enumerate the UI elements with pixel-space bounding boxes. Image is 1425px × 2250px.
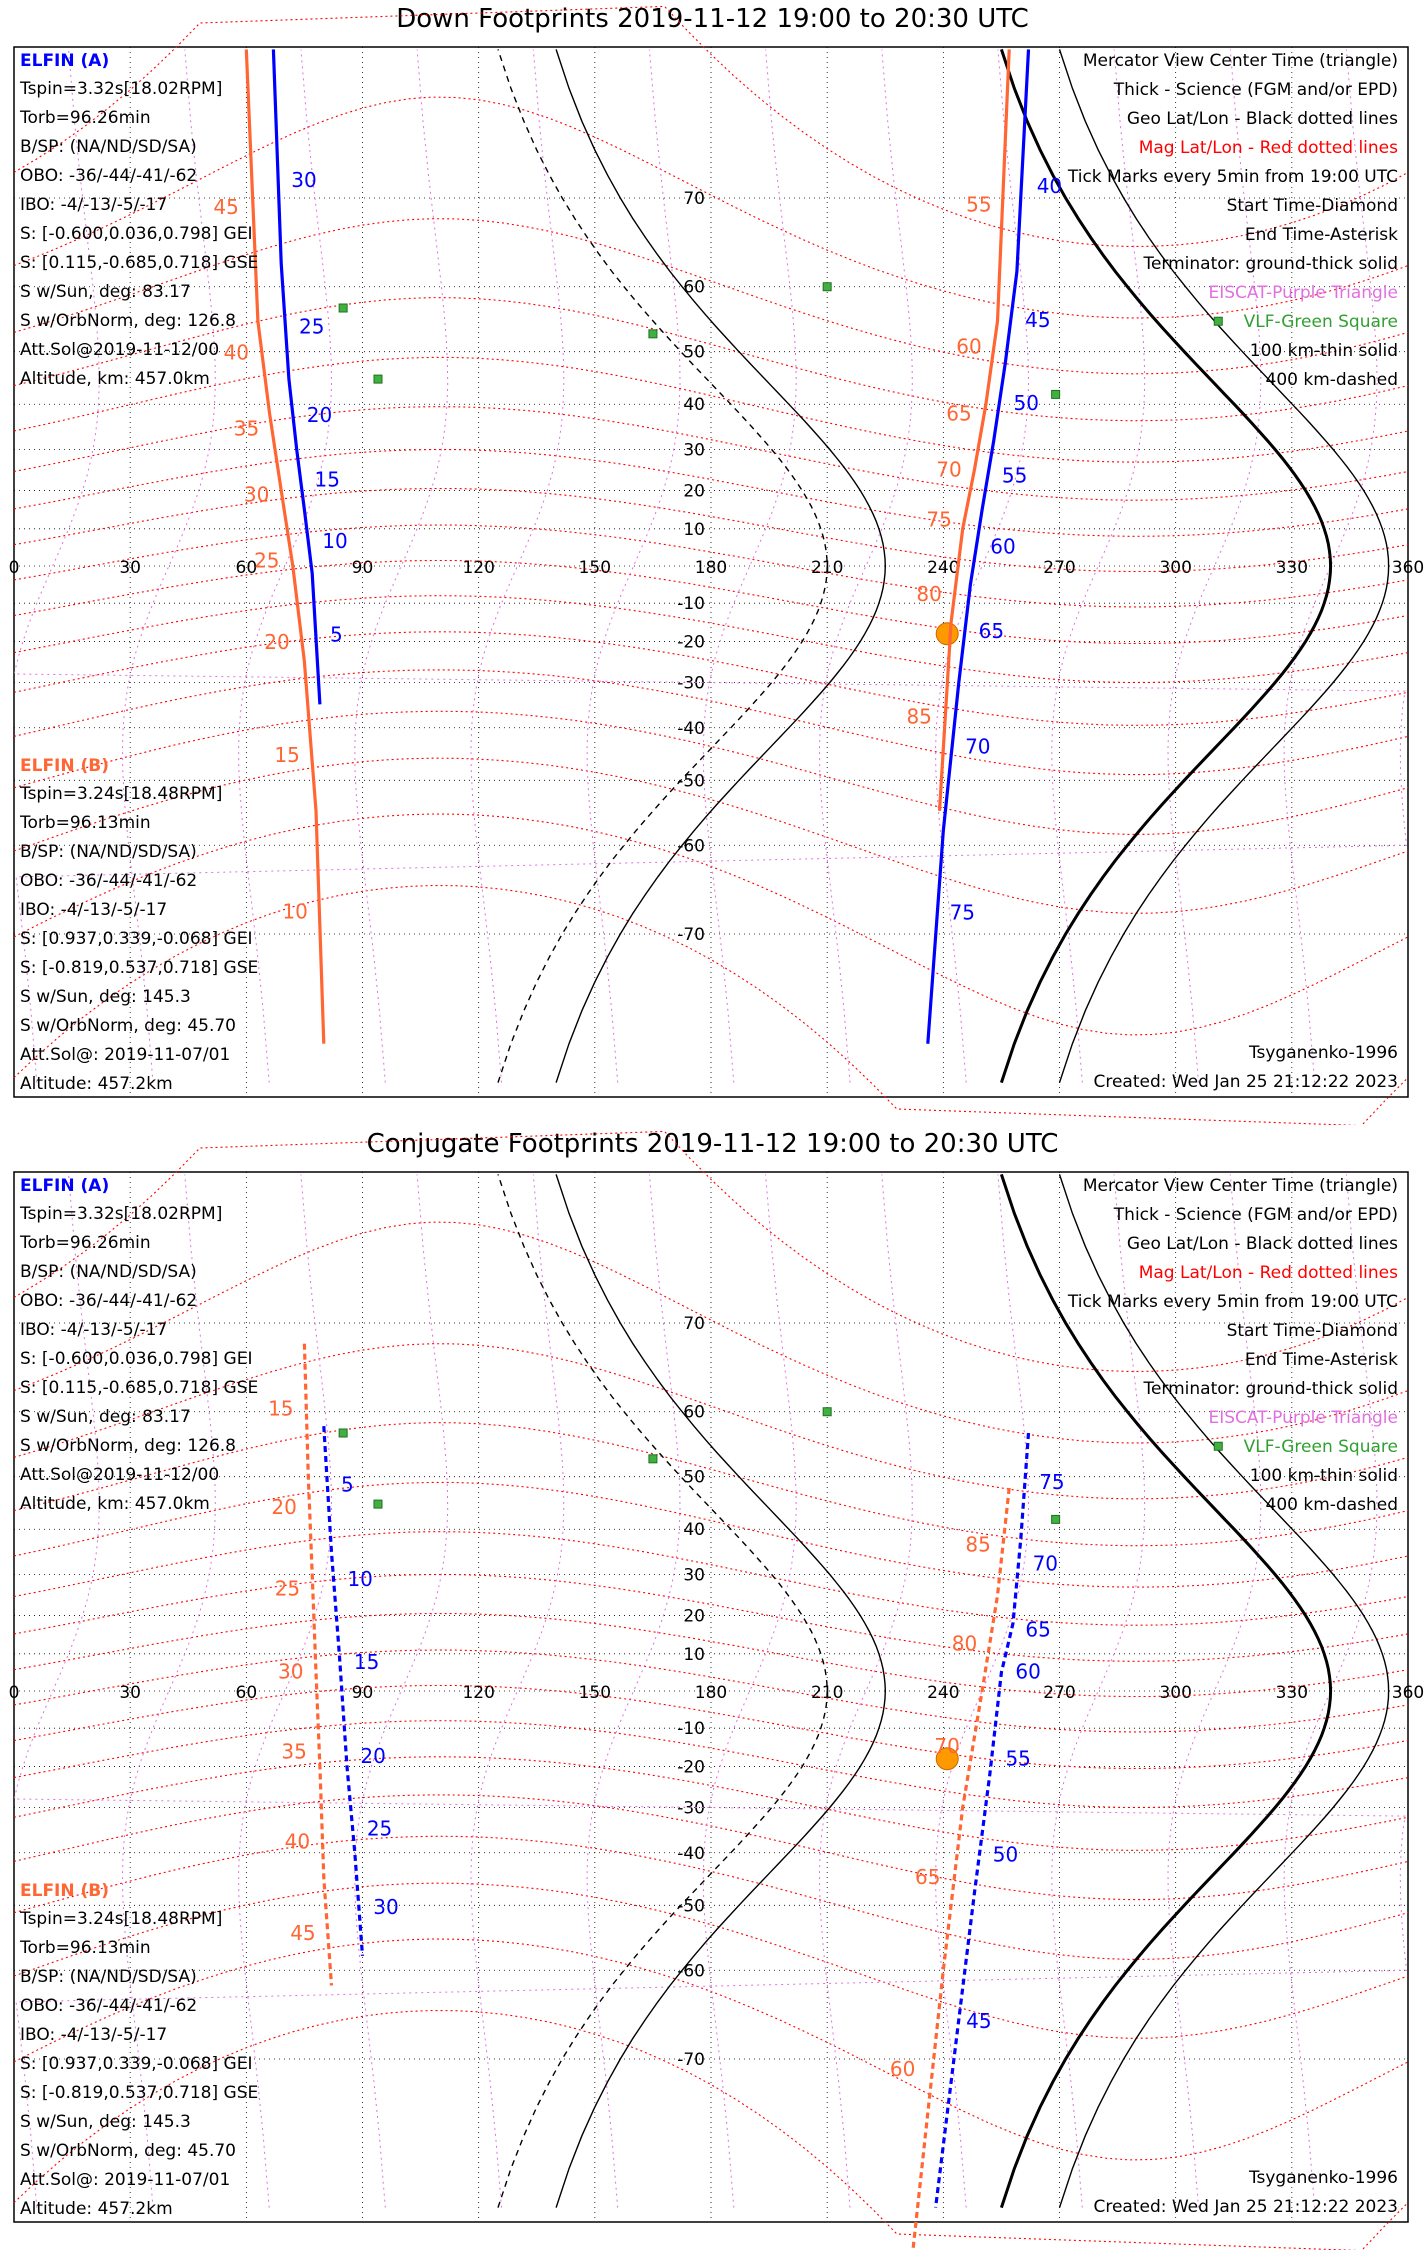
panel-conjugate-footprints [0, 1125, 1425, 2250]
y-tick-label: -60 [677, 836, 705, 857]
track-tick-label: 20 [360, 1743, 386, 1768]
track-tick-label: 25 [366, 1816, 393, 1841]
x-tick-label: 270 [1043, 1683, 1076, 1703]
track-tick-label: 10 [347, 1566, 373, 1591]
x-tick-label: 180 [694, 558, 728, 578]
elfin-b-info-line: S w/Sun, deg: 145.3 [20, 987, 191, 1007]
vlf-station-square [339, 1429, 347, 1437]
legend-entry: Tick Marks every 5min from 19:00 UTC [1067, 1292, 1398, 1312]
legend-entry: Start Time-Diamond [1226, 1321, 1398, 1341]
elfin-a-info-line: B/SP: (NA/ND/SD/SA) [20, 137, 197, 157]
legend-entry: 400 km-dashed [1265, 1495, 1398, 1515]
track-tick-label: 85 [906, 704, 932, 729]
legend-entry: Mag Lat/Lon - Red dotted lines [1138, 138, 1398, 158]
track-tick-label: 45 [213, 194, 239, 219]
y-tick-label: 70 [683, 1314, 705, 1334]
elfin-a-info-line: B/SP: (NA/ND/SD/SA) [20, 1262, 197, 1282]
elfin-a-info-line: S w/OrbNorm, deg: 126.8 [20, 1436, 237, 1456]
y-tick-label: 30 [683, 1565, 705, 1586]
track-tick-label: 55 [966, 192, 992, 217]
elfin-a-info-line: Torb=96.26min [20, 108, 151, 128]
footprint-track [304, 1344, 331, 1986]
x-tick-label: 240 [927, 1683, 960, 1703]
elfin-b-info-line: S: [-0.819,0.537,0.718] GSE [20, 2083, 259, 2103]
y-tick-label: -70 [677, 925, 705, 945]
track-tick-label: 40 [1036, 173, 1063, 198]
track-tick-label: 45 [1025, 308, 1051, 333]
y-tick-label: 40 [683, 395, 705, 416]
x-tick-label: 300 [1159, 558, 1192, 578]
legend-entry: Terminator: ground-thick solid [1143, 254, 1398, 274]
track-tick-label: 75 [926, 507, 952, 532]
track-tick-label: 75 [1039, 1470, 1065, 1495]
track-tick-label: 60 [990, 534, 1016, 559]
vlf-station-square [374, 1500, 382, 1508]
x-tick-label: 270 [1043, 558, 1076, 578]
track-tick-label: 70 [936, 457, 962, 482]
chart-title: Down Footprints 2019-11-12 19:00 to 20:30 UTC [396, 4, 1029, 34]
track-tick-label: 20 [264, 629, 290, 654]
y-tick-label: 60 [683, 1402, 705, 1423]
track-tick-label: 65 [946, 401, 972, 426]
track-tick-label: 55 [1001, 463, 1028, 488]
track-tick-label: 20 [271, 1494, 297, 1519]
elfin-b-info-line: S: [0.937,0.339,-0.068] GEI [20, 2054, 253, 2074]
y-tick-label: -20 [677, 1757, 705, 1778]
created-label: Created: Wed Jan 25 21:12:22 2023 [1093, 2197, 1398, 2217]
elfin-a-info-line: Altitude, km: 457.0km [20, 1494, 210, 1514]
model-label: Tsyganenko-1996 [1248, 2168, 1398, 2188]
mag-lat-line [14, 596, 1408, 683]
track-tick-label: 70 [934, 1734, 960, 1759]
legend-entry: Geo Lat/Lon - Black dotted lines [1126, 1234, 1398, 1254]
x-tick-label: 30 [119, 558, 141, 578]
track-tick-label: 35 [281, 1739, 307, 1764]
legend-entry: 100 km-thin solid [1249, 341, 1398, 361]
mag-lat-line [14, 357, 1408, 462]
legend-entry: Geo Lat/Lon - Black dotted lines [1126, 109, 1398, 129]
vlf-station-square [823, 1408, 831, 1416]
x-tick-label: 330 [1275, 558, 1309, 578]
track-tick-label: 25 [299, 314, 325, 339]
mag-lat-line [14, 1883, 1408, 2038]
elfin-a-info-line: S w/Sun, deg: 83.17 [20, 282, 191, 302]
track-tick-label: 70 [965, 734, 991, 759]
track-tick-label: 65 [915, 1864, 941, 1889]
mag-lat-line [14, 1482, 1408, 1587]
track-tick-label: 80 [951, 1631, 978, 1656]
terminator-400km [498, 1174, 827, 2207]
track-tick-label: 65 [978, 618, 1005, 643]
elfin-b-label: ELFIN (B) [20, 756, 110, 776]
x-tick-label: 240 [927, 558, 960, 578]
vlf-station-square [1214, 1442, 1222, 1450]
y-tick-label: 10 [683, 1644, 705, 1665]
track-tick-label: 15 [353, 1650, 380, 1675]
vlf-station-square [1214, 317, 1222, 325]
track-tick-label: 45 [966, 2008, 992, 2033]
track-tick-label: 15 [274, 743, 300, 768]
elfin-a-info-line: OBO: -36/-44/-41/-62 [20, 166, 198, 186]
mag-lat-line [14, 1721, 1408, 1808]
y-tick-label: 60 [683, 277, 705, 298]
track-tick-label: 5 [341, 1472, 354, 1497]
elfin-a-info-line: OBO: -36/-44/-41/-62 [20, 1291, 198, 1311]
mag-lat-line [14, 758, 1408, 913]
x-tick-label: 330 [1275, 1683, 1309, 1703]
vlf-station-square [339, 304, 347, 312]
model-label: Tsyganenko-1996 [1248, 1043, 1398, 1063]
track-tick-label: 25 [274, 1576, 301, 1601]
track-tick-label: 10 [322, 528, 348, 553]
track-tick-label: 30 [278, 1659, 304, 1684]
track-tick-label: 85 [965, 1532, 991, 1557]
elfin-a-info-line: S w/Sun, deg: 83.17 [20, 1407, 191, 1427]
y-tick-label: 20 [683, 481, 705, 502]
y-tick-label: 10 [683, 519, 705, 540]
track-tick-label: 40 [284, 1829, 311, 1854]
elfin-b-info-line: Altitude: 457.2km [20, 1074, 173, 1094]
x-tick-label: 360 [1391, 1683, 1425, 1703]
track-tick-label: 55 [1005, 1746, 1031, 1771]
elfin-a-info-line: S w/OrbNorm, deg: 126.8 [20, 311, 237, 331]
elfin-a-label: ELFIN (A) [20, 51, 110, 71]
elfin-b-info-line: OBO: -36/-44/-41/-62 [20, 1996, 198, 2016]
track-tick-label: 75 [949, 900, 976, 925]
x-tick-label: 300 [1159, 1683, 1192, 1703]
x-tick-label: 120 [462, 558, 495, 578]
y-tick-label: -30 [677, 673, 705, 694]
y-tick-label: 40 [683, 1520, 705, 1541]
legend-entry: EISCAT-Purple Triangle [1208, 283, 1398, 303]
elfin-b-info-line: S w/OrbNorm, deg: 45.70 [20, 1016, 237, 1036]
x-tick-label: 0 [8, 1683, 20, 1703]
track-tick-label: 15 [314, 467, 340, 492]
sun-icon [936, 623, 958, 645]
legend-entry: End Time-Asterisk [1244, 225, 1398, 245]
elfin-b-info-line: IBO: -4/-13/-5/-17 [20, 2025, 168, 2045]
vlf-station-square [823, 283, 831, 291]
elfin-a-info-line: S: [0.115,-0.685,0.718] GSE [20, 253, 259, 273]
map-chart-conjugate [0, 1125, 1425, 2250]
track-tick-label: 60 [956, 334, 982, 359]
vlf-station-square [1052, 390, 1060, 398]
legend-entry: 100 km-thin solid [1249, 1466, 1398, 1486]
y-tick-label: -50 [677, 771, 705, 792]
track-tick-label: 30 [291, 168, 317, 193]
vlf-station-square [1052, 1515, 1060, 1523]
elfin-b-info-line: S w/Sun, deg: 145.3 [20, 2112, 191, 2132]
x-tick-label: 30 [119, 1683, 141, 1703]
track-tick-label: 45 [290, 1920, 316, 1945]
y-tick-label: -10 [677, 1719, 705, 1740]
legend-entry: Start Time-Diamond [1226, 196, 1398, 216]
y-tick-label: -30 [677, 1798, 705, 1819]
elfin-a-info-line: S: [-0.600,0.036,0.798] GEI [20, 224, 253, 244]
elfin-b-info-line: B/SP: (NA/ND/SD/SA) [20, 1967, 197, 1987]
elfin-b-info-line: B/SP: (NA/ND/SD/SA) [20, 842, 197, 862]
elfin-a-info-line: Torb=96.26min [20, 1233, 151, 1253]
x-tick-label: 60 [235, 1683, 258, 1703]
legend-entry: VLF-Green Square [1243, 312, 1398, 332]
elfin-a-info-line: IBO: -4/-13/-5/-17 [20, 1320, 168, 1340]
elfin-b-info-line: IBO: -4/-13/-5/-17 [20, 900, 168, 920]
terminator-400km [498, 49, 827, 1082]
y-tick-label: -40 [677, 718, 705, 739]
elfin-b-info-line: S: [-0.819,0.537,0.718] GSE [20, 958, 259, 978]
legend-entry: Tick Marks every 5min from 19:00 UTC [1067, 167, 1398, 187]
y-tick-label: 70 [683, 189, 705, 209]
chart-title: Conjugate Footprints 2019-11-12 19:00 to 20:30 UTC [366, 1129, 1059, 1159]
track-tick-label: 15 [268, 1396, 294, 1421]
elfin-a-info-line: IBO: -4/-13/-5/-17 [20, 195, 168, 215]
legend-entry: Mercator View Center Time (triangle) [1082, 51, 1398, 71]
elfin-a-label: ELFIN (A) [20, 1176, 110, 1196]
y-tick-label: -20 [677, 632, 705, 653]
elfin-a-info-line: Tspin=3.32s[18.02RPM] [20, 79, 223, 99]
track-tick-label: 80 [916, 582, 942, 607]
track-tick-label: 5 [330, 622, 343, 647]
track-tick-label: 30 [373, 1895, 399, 1920]
track-tick-label: 50 [992, 1842, 1019, 1867]
x-tick-label: 90 [351, 1683, 374, 1703]
legend-entry: Terminator: ground-thick solid [1143, 1379, 1398, 1399]
elfin-a-info-line: S: [-0.600,0.036,0.798] GEI [20, 1349, 253, 1369]
elfin-b-info-line: S w/OrbNorm, deg: 45.70 [20, 2141, 237, 2161]
legend-entry: End Time-Asterisk [1244, 1350, 1398, 1370]
x-tick-label: 180 [694, 1683, 728, 1703]
x-tick-label: 120 [462, 1683, 495, 1703]
y-tick-label: 50 [683, 1467, 705, 1488]
y-tick-label: -40 [677, 1843, 705, 1864]
footprint-track [940, 49, 1010, 810]
y-tick-label: -60 [677, 1961, 705, 1982]
elfin-b-info-line: S: [0.937,0.339,-0.068] GEI [20, 929, 253, 949]
track-tick-label: 60 [889, 2057, 916, 2082]
mag-lat-line [14, 1532, 1408, 1626]
x-tick-label: 150 [578, 558, 612, 578]
legend-entry: Mercator View Center Time (triangle) [1082, 1176, 1398, 1196]
x-tick-label: 150 [578, 1683, 612, 1703]
elfin-a-info-line: Tspin=3.32s[18.02RPM] [20, 1204, 223, 1224]
elfin-a-info-line: Altitude, km: 457.0km [20, 369, 210, 389]
legend-entry: Mag Lat/Lon - Red dotted lines [1138, 1263, 1398, 1283]
elfin-b-info-line: Att.Sol@: 2019-11-07/01 [20, 1045, 231, 1065]
x-tick-label: 210 [810, 558, 844, 578]
legend-entry: Thick - Science (FGM and/or EPD) [1113, 80, 1398, 100]
x-tick-label: 60 [235, 558, 258, 578]
elfin-b-info-line: Tspin=3.24s[18.48RPM] [20, 784, 223, 804]
vlf-station-square [374, 375, 382, 383]
track-tick-label: 25 [254, 548, 280, 573]
y-tick-label: 50 [683, 342, 705, 363]
vlf-station-square [649, 330, 657, 338]
elfin-b-info-line: Att.Sol@: 2019-11-07/01 [20, 2170, 231, 2190]
elfin-a-info-line: Att.Sol@2019-11-12/00 [20, 1465, 220, 1485]
elfin-b-info-line: OBO: -36/-44/-41/-62 [20, 871, 198, 891]
y-tick-label: 30 [683, 440, 705, 461]
legend-entry: Thick - Science (FGM and/or EPD) [1113, 1205, 1398, 1225]
elfin-b-info-line: Torb=96.13min [20, 813, 151, 833]
elfin-a-info-line: Att.Sol@2019-11-12/00 [20, 340, 220, 360]
legend-entry: EISCAT-Purple Triangle [1208, 1408, 1398, 1428]
track-tick-label: 70 [1032, 1551, 1059, 1576]
y-tick-label: 20 [683, 1606, 705, 1627]
mag-lat-line [14, 1757, 1408, 1851]
x-tick-label: 360 [1391, 558, 1425, 578]
track-tick-label: 60 [1015, 1659, 1041, 1684]
elfin-b-info-line: Altitude: 457.2km [20, 2199, 173, 2219]
elfin-b-label: ELFIN (B) [20, 1881, 110, 1901]
x-tick-label: 210 [810, 1683, 844, 1703]
track-tick-label: 40 [223, 340, 250, 365]
track-tick-label: 35 [233, 416, 260, 441]
legend-entry: VLF-Green Square [1243, 1437, 1398, 1457]
track-tick-label: 10 [282, 899, 308, 924]
elfin-b-info-line: Torb=96.13min [20, 1938, 151, 1958]
mag-lat-line [14, 407, 1408, 501]
created-label: Created: Wed Jan 25 21:12:22 2023 [1093, 1072, 1398, 1092]
y-tick-label: -10 [677, 594, 705, 615]
legend-entry: 400 km-dashed [1265, 370, 1398, 390]
x-tick-label: 0 [8, 558, 20, 578]
vlf-station-square [649, 1455, 657, 1463]
track-tick-label: 65 [1025, 1617, 1051, 1642]
track-tick-label: 20 [306, 403, 333, 428]
x-tick-label: 90 [351, 558, 374, 578]
y-tick-label: -50 [677, 1896, 705, 1917]
y-tick-label: -70 [677, 2050, 705, 2070]
track-tick-label: 50 [1013, 391, 1039, 416]
elfin-a-info-line: S: [0.115,-0.685,0.718] GSE [20, 1378, 259, 1398]
elfin-b-info-line: Tspin=3.24s[18.48RPM] [20, 1909, 223, 1929]
footprint-track [243, 49, 323, 1043]
track-tick-label: 30 [243, 482, 270, 507]
